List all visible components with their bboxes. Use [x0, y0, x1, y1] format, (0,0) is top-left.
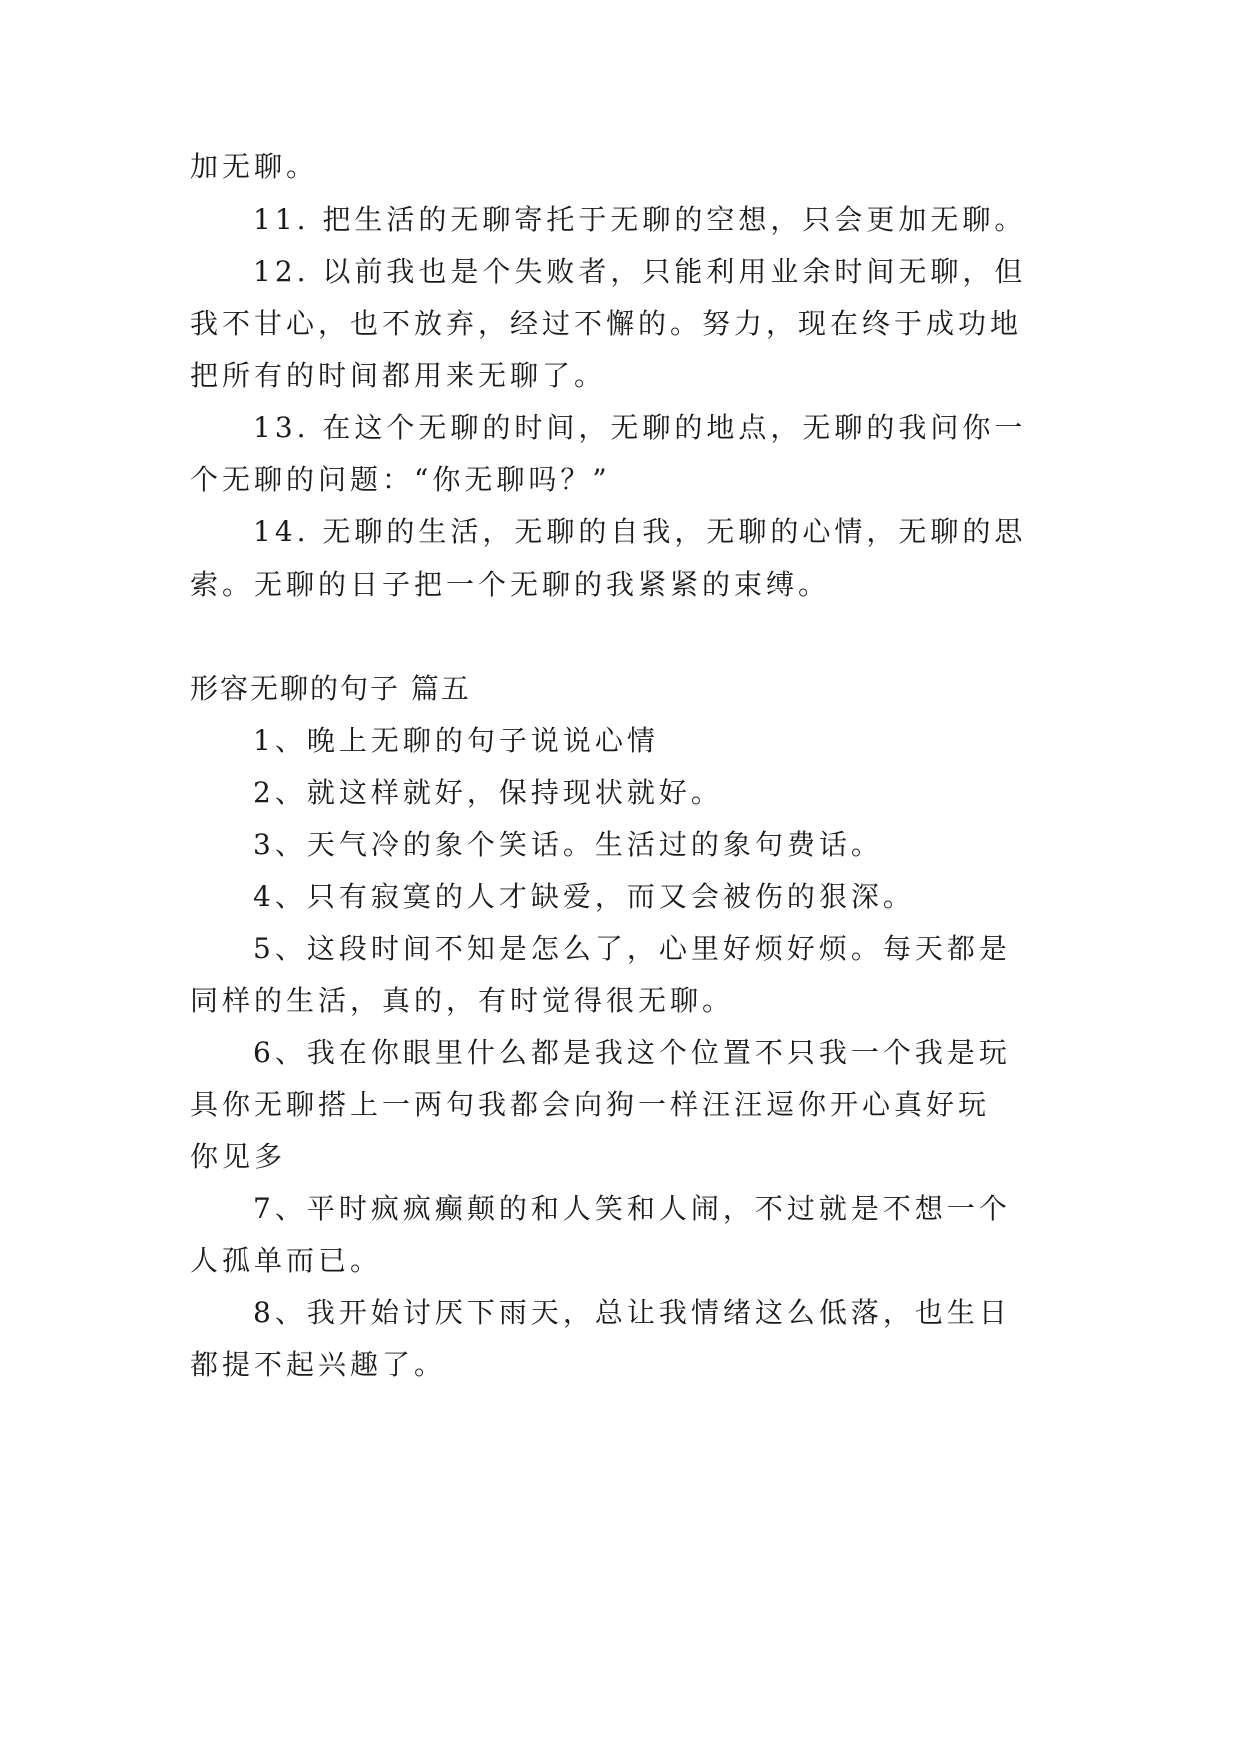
- list-item-14-line-2: 索。无聊的日子把一个无聊的我紧紧的束缚。: [190, 568, 831, 601]
- list-item-12-line-2: 我不甘心，也不放弃，经过不懈的。努力，现在终于成功地: [190, 307, 1023, 340]
- section-heading: 形容无聊的句子 篇五: [190, 672, 471, 705]
- list-item-8-line-2: 都提不起兴趣了。: [190, 1348, 447, 1381]
- list-item-3: 3、天气冷的象个笑话。生活过的象句费话。: [253, 828, 883, 861]
- list-item-13-line-1: 13. 在这个无聊的时间，无聊的地点，无聊的我问你一: [253, 411, 1027, 444]
- list-item-5-line-1: 5、这段时间不知是怎么了，心里好烦好烦。每天都是: [253, 932, 1011, 965]
- list-item-4: 4、只有寂寞的人才缺爱，而又会被伤的狠深。: [253, 880, 915, 913]
- list-item-13-line-2: 个无聊的问题：“你无聊吗？”: [190, 463, 611, 496]
- list-item-8-line-1: 8、我开始讨厌下雨天，总让我情绪这么低落，也生日: [253, 1296, 1011, 1329]
- list-item-11: 11. 把生活的无聊寄托于无聊的空想，只会更加无聊。: [253, 203, 1027, 236]
- list-item-6-line-1: 6、我在你眼里什么都是我这个位置不只我一个我是玩: [253, 1036, 1011, 1069]
- paragraph-continuation: 加无聊。: [190, 150, 319, 183]
- list-item-5-line-2: 同样的生活，真的，有时觉得很无聊。: [190, 984, 735, 1017]
- list-item-14-line-1: 14. 无聊的生活，无聊的自我，无聊的心情，无聊的思: [253, 515, 1027, 548]
- list-item-6-line-2: 具你无聊搭上一两句我都会向狗一样汪汪逗你开心真好玩: [190, 1088, 991, 1121]
- list-item-12-line-1: 12. 以前我也是个失败者，只能利用业余时间无聊，但: [253, 255, 1027, 288]
- list-item-6-line-3: 你见多: [190, 1140, 287, 1173]
- list-item-7-line-1: 7、平时疯疯癫颠的和人笑和人闹，不过就是不想一个: [253, 1192, 1011, 1225]
- list-item-12-line-3: 把所有的时间都用来无聊了。: [190, 359, 607, 392]
- list-item-7-line-2: 人孤单而已。: [190, 1244, 383, 1277]
- list-item-2: 2、就这样就好，保持现状就好。: [253, 776, 723, 809]
- list-item-1: 1、晚上无聊的句子说说心情: [253, 724, 659, 757]
